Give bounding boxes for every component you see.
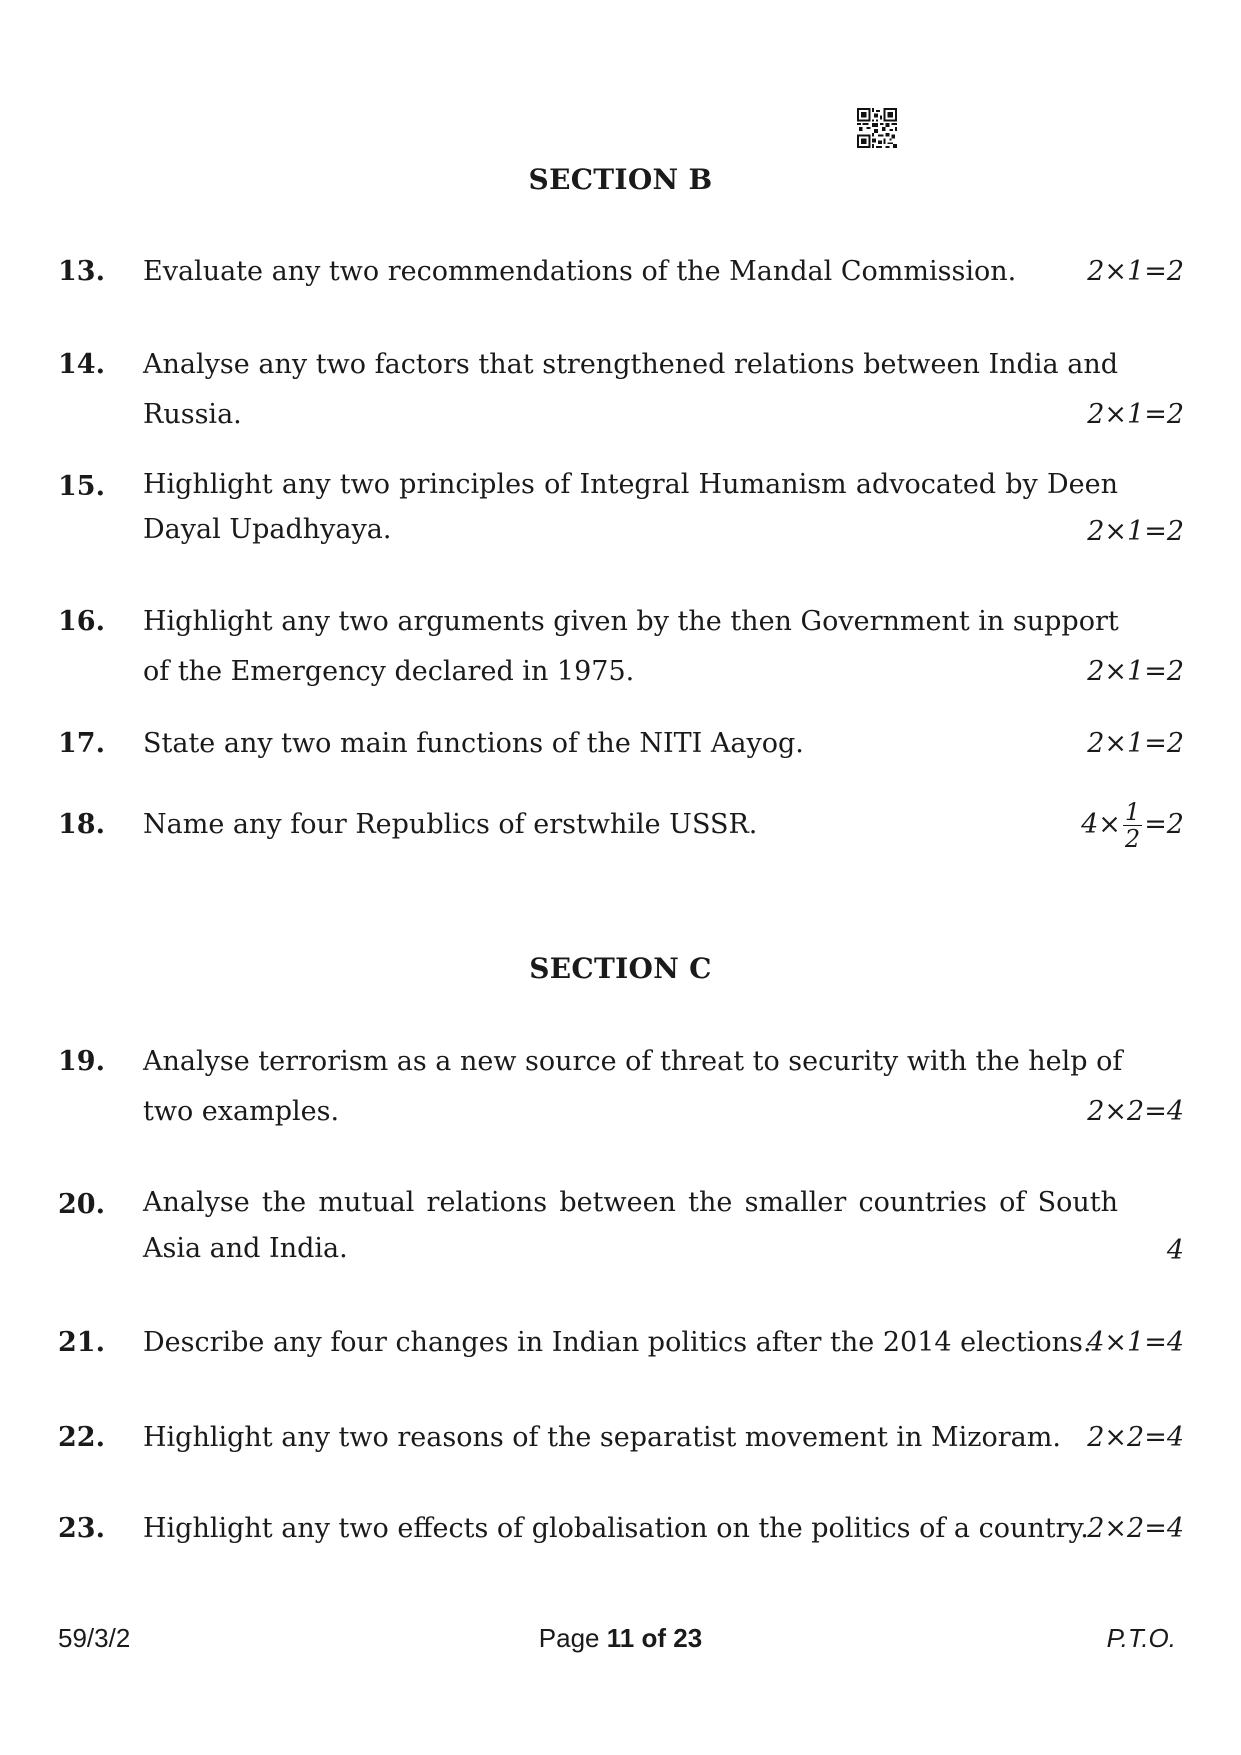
question-text: Analyse terrorism as a new source of threat to security with the help of two examples. bbox=[143, 1046, 1123, 1127]
qr-code-icon bbox=[857, 108, 897, 148]
pto-label: P.T.O. bbox=[1106, 1623, 1176, 1653]
section-heading: SECTION C bbox=[529, 952, 712, 985]
question-text: Highlight any two effects of globalisation on the politics of a country. bbox=[143, 1513, 1089, 1544]
question-text: Analyse the mutual relations between the smaller countries of South Asia and India. bbox=[143, 1187, 1118, 1264]
question-text: Describe any four changes in Indian politics after the 2014 elections. bbox=[143, 1327, 1092, 1358]
question-number: 14. bbox=[58, 349, 105, 380]
paper-code: 59/3/2 bbox=[58, 1623, 131, 1653]
question-text: Analyse any two factors that strengthened relations between India and Russia. bbox=[143, 349, 1118, 430]
section-heading: SECTION B bbox=[528, 163, 713, 196]
question-number: 20. bbox=[58, 1189, 105, 1220]
question-marks: 2×1=2 bbox=[1087, 656, 1184, 687]
question-number: 17. bbox=[58, 728, 105, 759]
question-number: 13. bbox=[58, 256, 105, 287]
question-marks: 2×2=4 bbox=[1087, 1422, 1184, 1453]
question-number: 22. bbox=[58, 1422, 105, 1453]
page-number: Page 11 of 23 bbox=[538, 1623, 703, 1653]
question-number: 21. bbox=[58, 1327, 105, 1358]
question-text: Name any four Republics of erstwhile USSR. bbox=[143, 809, 758, 840]
question-marks: 2×1=2 bbox=[1087, 399, 1184, 430]
question-number: 16. bbox=[58, 606, 105, 637]
question-number: 19. bbox=[58, 1046, 105, 1077]
question-text: Evaluate any two recommendations of the Mandal Commission. bbox=[143, 256, 1017, 287]
question-number: 18. bbox=[58, 809, 105, 840]
question-marks: 2×1=2 bbox=[1087, 256, 1184, 287]
question-marks: 4×1=4 bbox=[1087, 1327, 1184, 1358]
question-text: Highlight any two reasons of the separatist movement in Mizoram. bbox=[143, 1422, 1061, 1453]
question-marks: 4× $\frac{1}{2}$ =2 bbox=[1081, 798, 1184, 853]
question-text: Highlight any two arguments given by the then Government in support of the Emergency declared in 1975. bbox=[143, 606, 1119, 687]
question-text: Highlight any two principles of Integral Humanism advocated by Deen Dayal Upadhyaya. bbox=[143, 469, 1118, 545]
question-number: 15. bbox=[58, 471, 105, 502]
question-marks: 4 bbox=[1166, 1235, 1184, 1266]
question-marks: 2×2=4 bbox=[1087, 1513, 1184, 1544]
question-marks: 2×1=2 bbox=[1087, 516, 1184, 547]
question-number: 23. bbox=[58, 1513, 105, 1544]
question-marks: 2×1=2 bbox=[1087, 728, 1184, 759]
question-marks: 2×2=4 bbox=[1087, 1096, 1184, 1127]
fraction: $\frac{1}{2}$ bbox=[1124, 798, 1141, 853]
question-text: State any two main functions of the NITI Aayog. bbox=[143, 728, 804, 759]
